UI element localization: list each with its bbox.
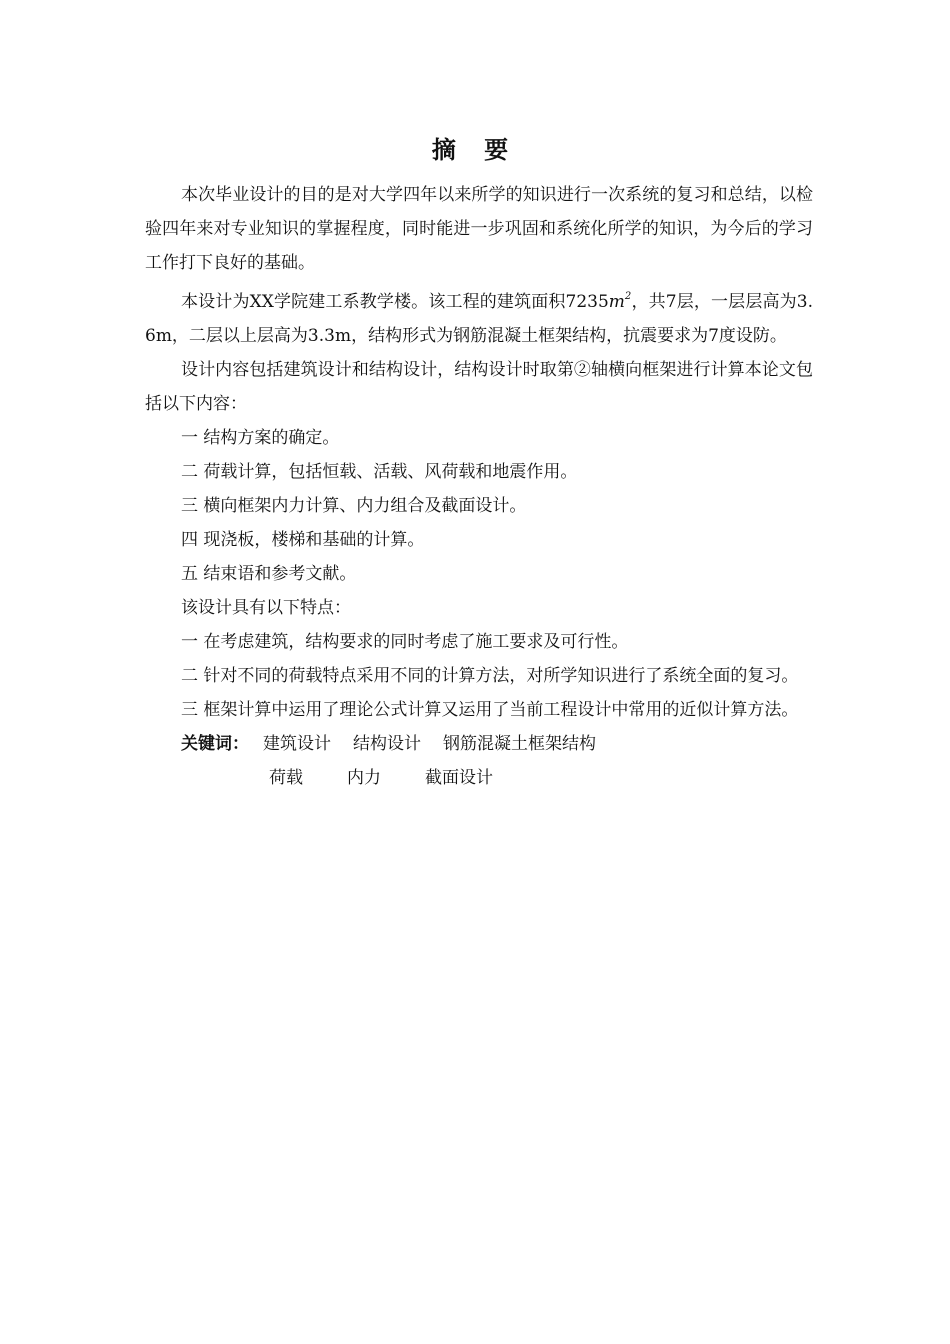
- project-info-text-a: 本设计为XX学院建工系教学楼。该工程的建筑面积7235: [181, 292, 609, 312]
- keywords-line-1: [145, 727, 813, 761]
- content-item-1: 一 结构方案的确定。: [181, 428, 340, 448]
- keyword: 建筑设计: [263, 734, 331, 754]
- area-unit: m: [608, 292, 625, 312]
- area-unit-exponent: 2: [624, 291, 632, 302]
- paragraph-purpose: 本次毕业设计的目的是对大学四年以来所学的知识进行一次系统的复习和总结，以检验四年来对专业知识的掌握程度，同时能进一步巩固和系统化所学的知识，为今后的学习工作打下良好的基础。: [145, 185, 813, 273]
- keyword: 钢筋混凝土框架结构: [443, 734, 596, 754]
- paragraph-design-content: 设计内容包括建筑设计和结构设计，结构设计时取第②轴横向框架进行计算本论文包括以下内容：: [145, 360, 813, 414]
- feature-item-1: 一 在考虑建筑，结构要求的同时考虑了施工要求及可行性。: [181, 632, 629, 652]
- abstract-body: [145, 178, 813, 795]
- keywords-label: 关键词：: [181, 734, 249, 754]
- content-item-3: 三 横向框架内力计算、内力组合及截面设计。: [181, 496, 527, 516]
- features-intro: 该设计具有以下特点：: [181, 598, 351, 618]
- project-info-text-b: ，共7层，一层层高为3.6m，二层以上层高为3.3m，结构形式为钢筋混凝土框架结构，抗震要求为7度设防。: [145, 292, 813, 346]
- feature-item-3: 三 框架计算中运用了理论公式计算又运用了当前工程设计中常用的近似计算方法。: [181, 700, 799, 720]
- keyword: 荷载: [269, 768, 303, 788]
- keywords-line-2: [145, 761, 813, 795]
- feature-item-2: 二 针对不同的荷载特点采用不同的计算方法，对所学知识进行了系统全面的复习。: [181, 666, 799, 686]
- content-item-2: 二 荷载计算，包括恒载、活载、风荷载和地震作用。: [181, 462, 578, 482]
- paragraph-project-info: [145, 280, 813, 353]
- content-item-4: 四 现浇板，楼梯和基础的计算。: [181, 530, 425, 550]
- content-item-5: 五 结束语和参考文献。: [181, 564, 357, 584]
- keyword: 结构设计: [353, 734, 421, 754]
- keyword: 内力: [347, 768, 381, 788]
- keyword: 截面设计: [425, 768, 493, 788]
- page-title: 摘 要: [431, 136, 519, 164]
